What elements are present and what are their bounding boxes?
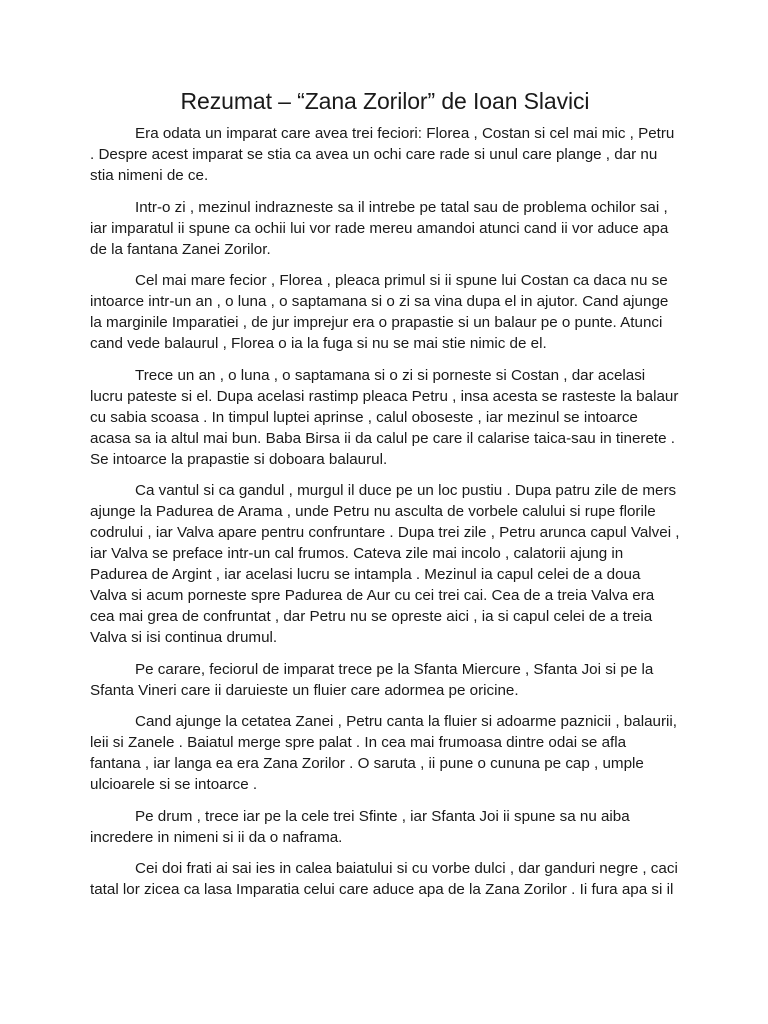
paragraph: Ca vantul si ca gandul , murgul il duce pe un loc pustiu . Dupa patru zile de mers ajunge la Padurea de Arama , unde Petru nu asculta de vorbele calului si rupe florile codrului , iar Valva apare pentru confruntare . Dupa trei zile , Petru arunca capul Valvei , iar Valva se preface intr-un cal frumos. Cateva zile mai incolo , calatorii ajung in Padurea de Argint , iar acelasi lucru se intampla . Mezinul ia capul celei de a doua Valva si acum porneste spre Padurea de Aur cu cei trei cai. Cea de a treia Valva era cea mai grea de confruntat , dar Petru nu se opreste aici , ia si capul celei de a treia Valva si isi continua drumul.: [90, 482, 680, 646]
paragraph: Intr-o zi , mezinul indrazneste sa il intrebe pe tatal sau de problema ochilor sai , iar imparatul ii spune ca ochii lui vor rade mereu amandoi atunci cand ii vor aduce apa de la fantana Zanei Zorilor.: [90, 198, 669, 258]
paragraph: Trece un an , o luna , o saptamana si o zi si porneste si Costan , dar acelasi lucru pateste si el. Dupa acelasi rastimp pleaca Petru , insa acesta se rasteste la balaur cu sabia scoasa . In timpul luptei aprinse , calul oboseste , iar mezinul se intoarce acasa sa ia altul mai bun. Baba Birsa ii da calul pe care il calarise taica-sau in tinerete . Se intoarce la prapastie si doboara balaurul.: [90, 366, 679, 468]
paragraph: Cel mai mare fecior , Florea , pleaca primul si ii spune lui Costan ca daca nu se intoarce intr-un an , o luna , o saptamana si o zi sa vina dupa el in ajutor. Cand ajunge la marginile Imparatiei , de jur imprejur era o prapastie si un balaur pe o punte. Atunci cand vede balaurul , Florea o ia la fuga si nu se mai stie nimic de el.: [90, 272, 669, 352]
paragraph: Cand ajunge la cetatea Zanei , Petru canta la fluier si adoarme paznicii , balaurii, leii si Zanele . Baiatul merge spre palat . In cea mai frumoasa dintre odai se afla fantana , iar langa ea era Zana Zorilor . O saruta , ii pune o cununa pe cap , umple ulcioarele si se intoarce .: [90, 713, 677, 793]
paragraph: Pe drum , trece iar pe la cele trei Sfinte , iar Sfanta Joi ii spune sa nu aiba incredere in nimeni si ii da o naframa.: [90, 807, 630, 846]
paragraph: Cei doi frati ai sai ies in calea baiatului si cu vorbe dulci , dar ganduri negre , caci tatal lor zicea ca lasa Imparatia celui care aduce apa de la Zana Zorilor . Ii fura apa si il: [90, 860, 678, 898]
paragraph: Pe carare, feciorul de imparat trece pe la Sfanta Miercure , Sfanta Joi si pe la Sfanta Vineri care ii daruieste un fluier care adormea pe oricine.: [90, 660, 654, 699]
document-page: [90, 88, 680, 911]
document-title: Rezumat – “Zana Zorilor” de Ioan Slavici: [180, 88, 590, 114]
paragraph: Era odata un imparat care avea trei feciori: Florea , Costan si cel mai mic , Petru . Despre acest imparat se stia ca avea un ochi care rade si unul care plange , dar nu stia nimeni de ce.: [90, 125, 675, 184]
